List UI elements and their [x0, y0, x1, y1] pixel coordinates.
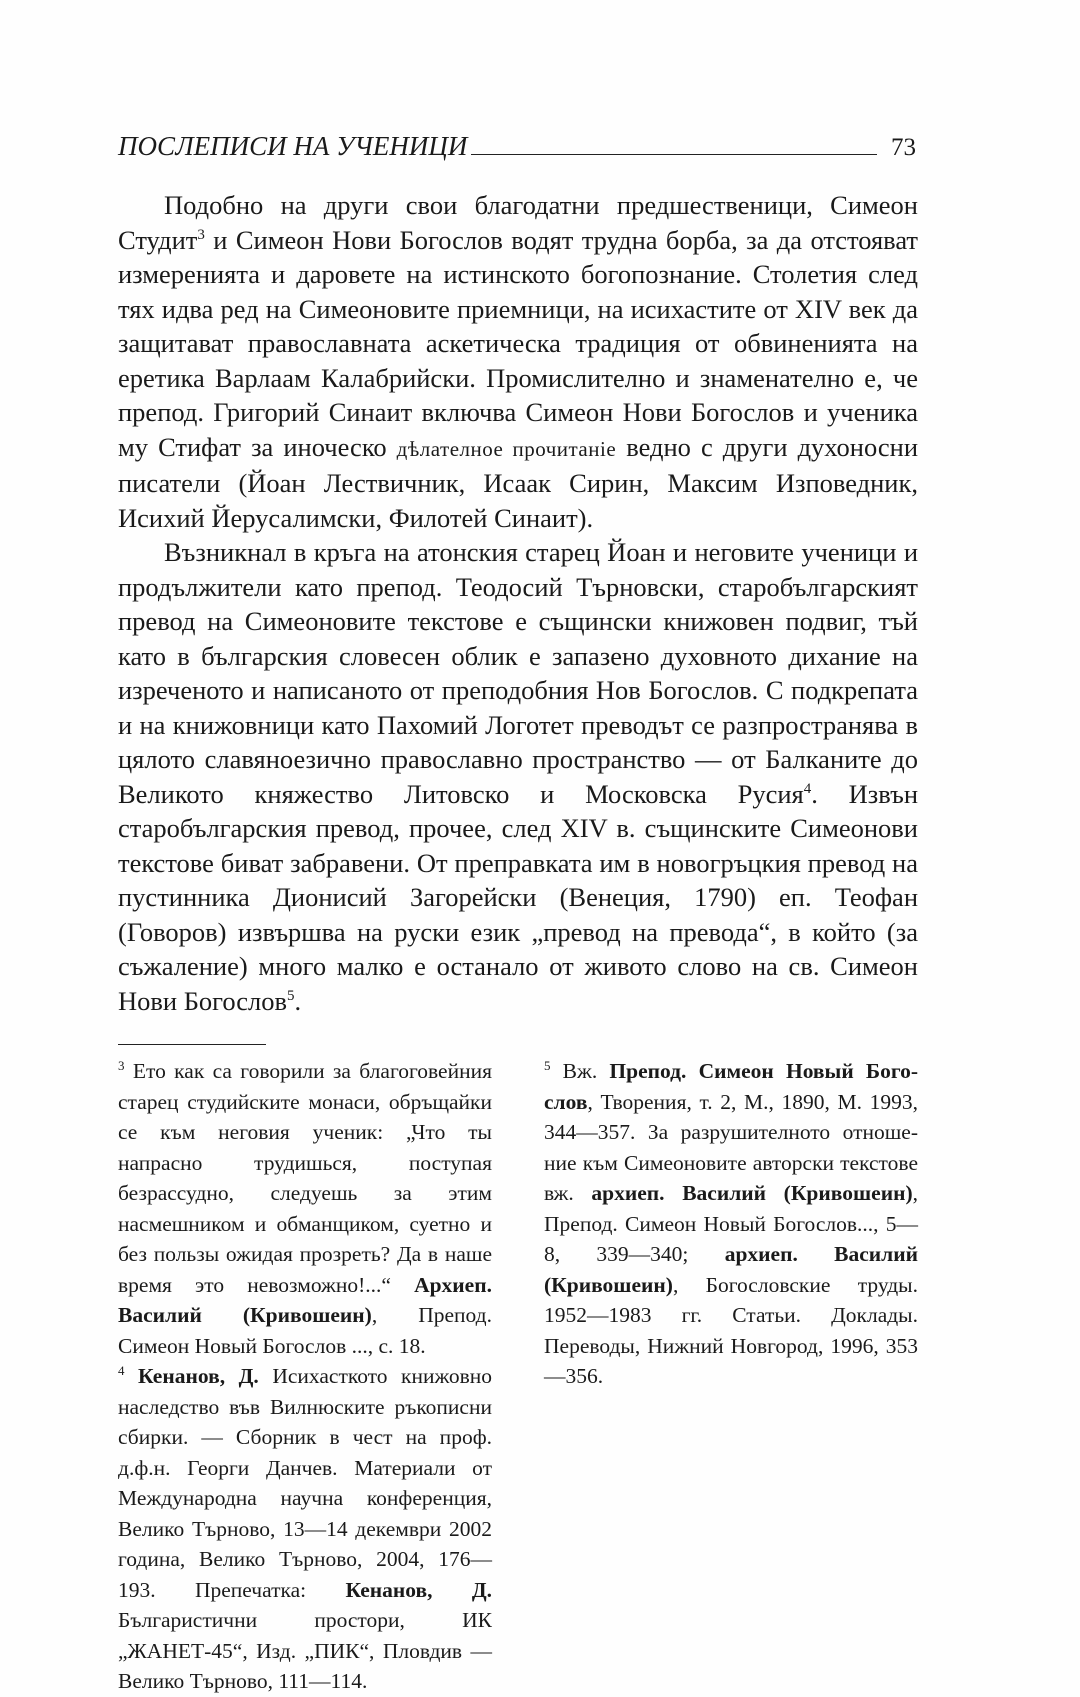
text-run: Ето как са говорили за благоговейния старец студийските монаси, обръщайки се към неговия ученик: „Что ты напрасно трудишься, поступая безрассудно, следуешь за этим насмешником и обманщиком, суетно и без пользы ожидая прозреть? Да в наше время это невозможно!...“ — [118, 1059, 492, 1297]
footnote-number: 3 — [118, 1057, 125, 1073]
footnote-5 — [544, 1056, 918, 1392]
footnote-3 — [118, 1056, 492, 1361]
footnote-ref-5: 5 — [287, 987, 295, 1004]
running-title: ПОСЛЕПИСИ НА УЧЕНИЦИ — [118, 131, 468, 161]
footnote-column-right — [544, 1056, 918, 1697]
paragraph-1 — [118, 188, 918, 535]
author-name: архиеп. Василий (Кривошеин) — [544, 1242, 918, 1297]
text-run: , Творения, т. 2, М., 1890, М. 1993, 344—357. За разрушителното отношение към Симеоновите авторски текстове вж. — [544, 1089, 918, 1205]
footnote-ref-4: 4 — [803, 780, 812, 797]
author-name: Кенанов, Д. — [345, 1577, 492, 1602]
author-name: Архиеп. Василий (Кривошеин) — [118, 1272, 492, 1327]
church-slavonic-phrase: дѣлателное прочитаніе — [396, 436, 617, 461]
header-rule — [471, 154, 877, 155]
text-run: Подобно на други свои благодатни предшественици, Симеон Студит — [118, 190, 918, 255]
text-run: , Богословские труды. 1952—1983 гг. Статьи. Доклады. Переводы, Нижний Новгород, 1996, 353—356. — [544, 1272, 918, 1388]
text-run: . Извън старобългарския превод, прочее, след XIV в. същинските Симеонови текстове биват забравени. От преправката им в новогръцкия превод на пустинника Дионисий Загорейски (Венеция, 1790) еп. Теофан (Говоров) извършва на руски език „превод на превода“, в който (за съжаление) много малко е останало от живото слово на св. Симеон Нови Богослов — [118, 778, 918, 1016]
text-run: и Симеон Нови Богослов водят трудна борба, за да отстояват измеренията и даровете на истинското богопознание. Столетия след тях идва ред на Симеоновите приемници, на исихастите от XIV век да защитават православната аскетическа традиция от обвиненията на еретика Варлаам Калабрийски. Промислително и знаменателно е, че препод. Григорий Синаит включва Симеон Нови Богослов и ученика му Стифат за иноческо — [118, 224, 918, 462]
footnote-separator — [118, 1044, 266, 1045]
footnote-ref-3: 3 — [197, 226, 205, 243]
footnote-number: 4 — [118, 1362, 125, 1378]
footnote-4 — [118, 1361, 492, 1697]
author-name: Препод. Симеон Новый Богослов — [544, 1059, 918, 1114]
footnotes — [118, 1056, 918, 1697]
page-header — [118, 120, 916, 160]
page-number: 73 — [891, 134, 916, 161]
paragraph-2 — [118, 535, 918, 1018]
text-run: , Препод. Симеон Новый Богослов ..., с. 18. — [118, 1303, 492, 1358]
text-run: Българистични простори, ИК „ЖАНЕТ-45“, Изд. „ПИК“, Пловдив — Велико Търново, 111—114. — [118, 1608, 492, 1693]
author-name: архиеп. Василий (Кривошеин) — [591, 1181, 913, 1205]
author-name: Кенанов, Д. — [124, 1364, 259, 1388]
footnote-column-left — [118, 1056, 492, 1697]
footnote-number: 5 — [544, 1057, 551, 1073]
text-run: Възникнал в кръга на атонския старец Йоан и неговите ученици и продължители като препод. Теодосий Търновски, старобългарският превод на Симеоновите текстове е същински книжовен подвиг, тъй като в българския словесен облик е запазено духовното дихание на изреченото и написаното от преподобния Нов Богослов. С подкрепата и на книжовници като Пахомий Логотет преводът се разпространява в цялото славяноезично православно пространство — от Балканите до Великото княжество Литовско и Московска Русия — [118, 537, 918, 809]
text-run: ведно с други духоносни писатели (Йоан Лествичник, Исаак Сирин, Максим Изповедник, Исихий Йерусалимски, Филотей Синаит). — [118, 431, 919, 533]
text-run: , Препод. Симеон Новый Богослов..., 5—8, 339—340; — [544, 1181, 918, 1266]
main-text — [118, 188, 918, 1018]
text-run: Исихасткото книжовно наследство във Вилнюските ръкописни сбирки. — Сборник в чест на проф. д.ф.н. Георги Данчев. Материали от Международна научна конференция, Велико Търново, 13—14 декември 2002 година, Велико Търново, 2004, 176—193. Препечатка: — [118, 1364, 492, 1602]
text-run: . — [294, 985, 302, 1016]
text-run: Вж. — [550, 1059, 610, 1083]
